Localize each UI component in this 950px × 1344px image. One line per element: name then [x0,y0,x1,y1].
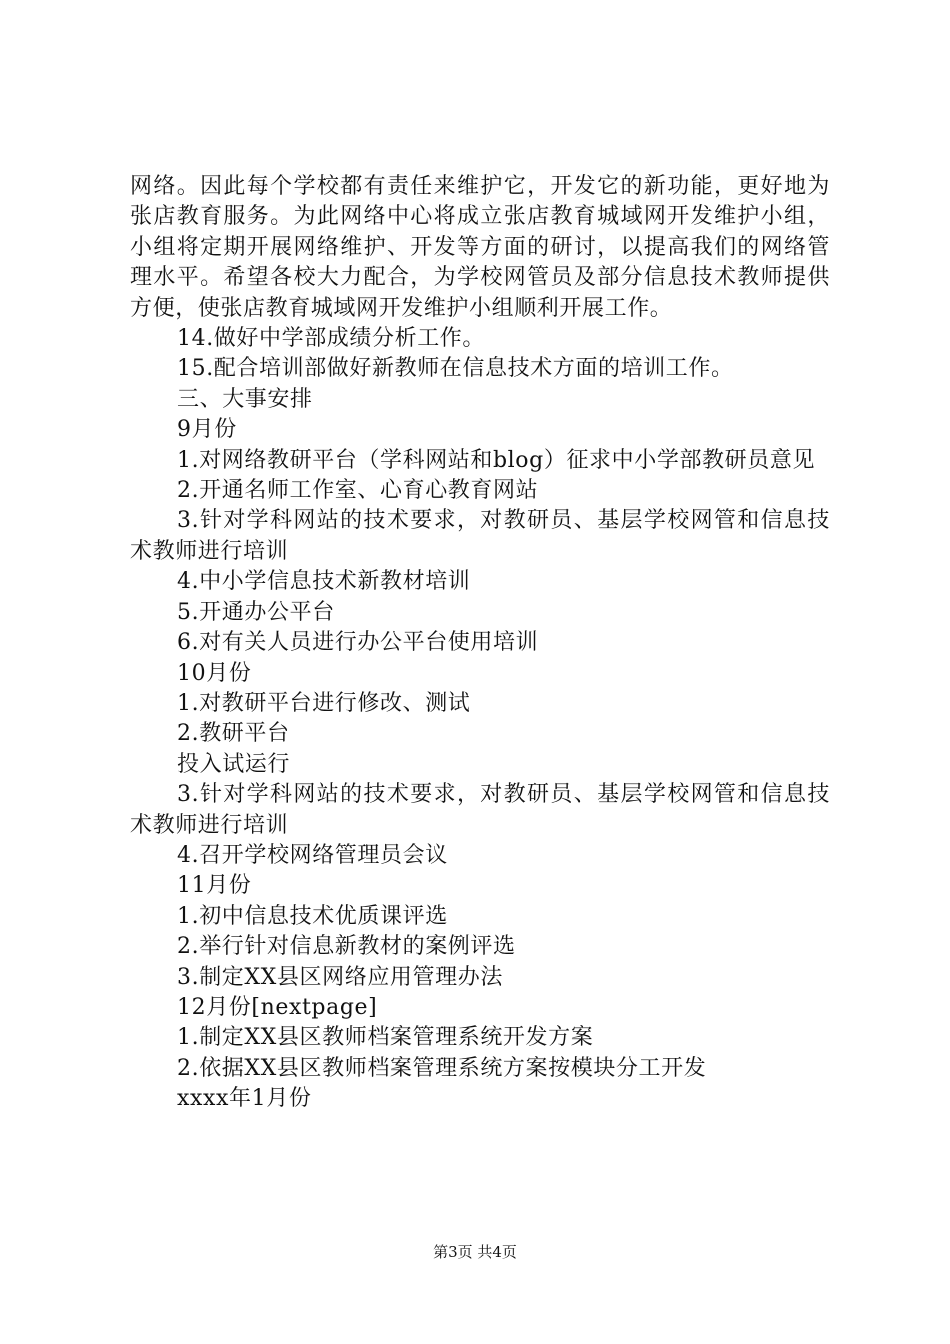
sept-item-5: 5.开通办公平台 [177,599,335,625]
document-body [130,172,830,1115]
sept-item-2: 2.开通名师工作室、心育心教育网站 [177,478,539,504]
item-14: 14.做好中学部成绩分析工作。 [177,326,485,352]
oct-item-2: 2.教研平台 [177,721,290,747]
month-heading-december: 12月份[nextpage] [177,994,378,1020]
section-heading-events: 三、大事安排 [177,386,313,412]
dec-item-1: 1.制定XX县区教师档案管理系统开发方案 [177,1025,594,1051]
sept-item-4: 4.中小学信息技术新教材培训 [177,569,471,595]
month-heading-january: xxxx年1月份 [177,1086,312,1112]
oct-item-2-continued: 投入试运行 [177,751,291,777]
nov-item-2: 2.举行针对信息新教材的案例评选 [177,934,516,960]
month-heading-october: 10月份 [177,660,252,686]
oct-item-1: 1.对教研平台进行修改、测试 [177,690,471,716]
sept-item-6: 6.对有关人员进行办公平台使用培训 [177,630,539,656]
sept-item-1: 1.对网络教研平台（学科网站和blog）征求中小学部教研员意见 [177,447,816,473]
dec-item-2: 2.依据XX县区教师档案管理系统方案按模块分工开发 [177,1055,707,1081]
nov-item-1: 1.初中信息技术优质课评选 [177,903,448,929]
page-footer: 第3页 共4页 [433,1243,517,1261]
month-heading-september: 9月份 [177,417,237,443]
oct-item-4: 4.召开学校网络管理员会议 [177,842,448,868]
oct-item-3: 3.针对学科网站的技术要求，对教研员、基层学校网管和信息技术教师进行培训 [130,782,830,838]
nov-item-3: 3.制定XX县区网络应用管理办法 [177,964,503,990]
intro-paragraph: 网络。因此每个学校都有责任来维护它，开发它的新功能，更好地为张店教育服务。为此网络中心将成立张店教育城域网开发维护小组，小组将定期开展网络维护、开发等方面的研讨，以提高我们的网络管理水平。希望各校大力配合，为学校网管员及部分信息技术教师提供方便，使张店教育城域网开发维护小组顺利开展工作。 [130,174,830,321]
sept-item-3: 3.针对学科网站的技术要求，对教研员、基层学校网管和信息技术教师进行培训 [130,508,830,564]
item-15: 15.配合培训部做好新教师在信息技术方面的培训工作。 [177,356,734,382]
month-heading-november: 11月份 [177,873,252,899]
